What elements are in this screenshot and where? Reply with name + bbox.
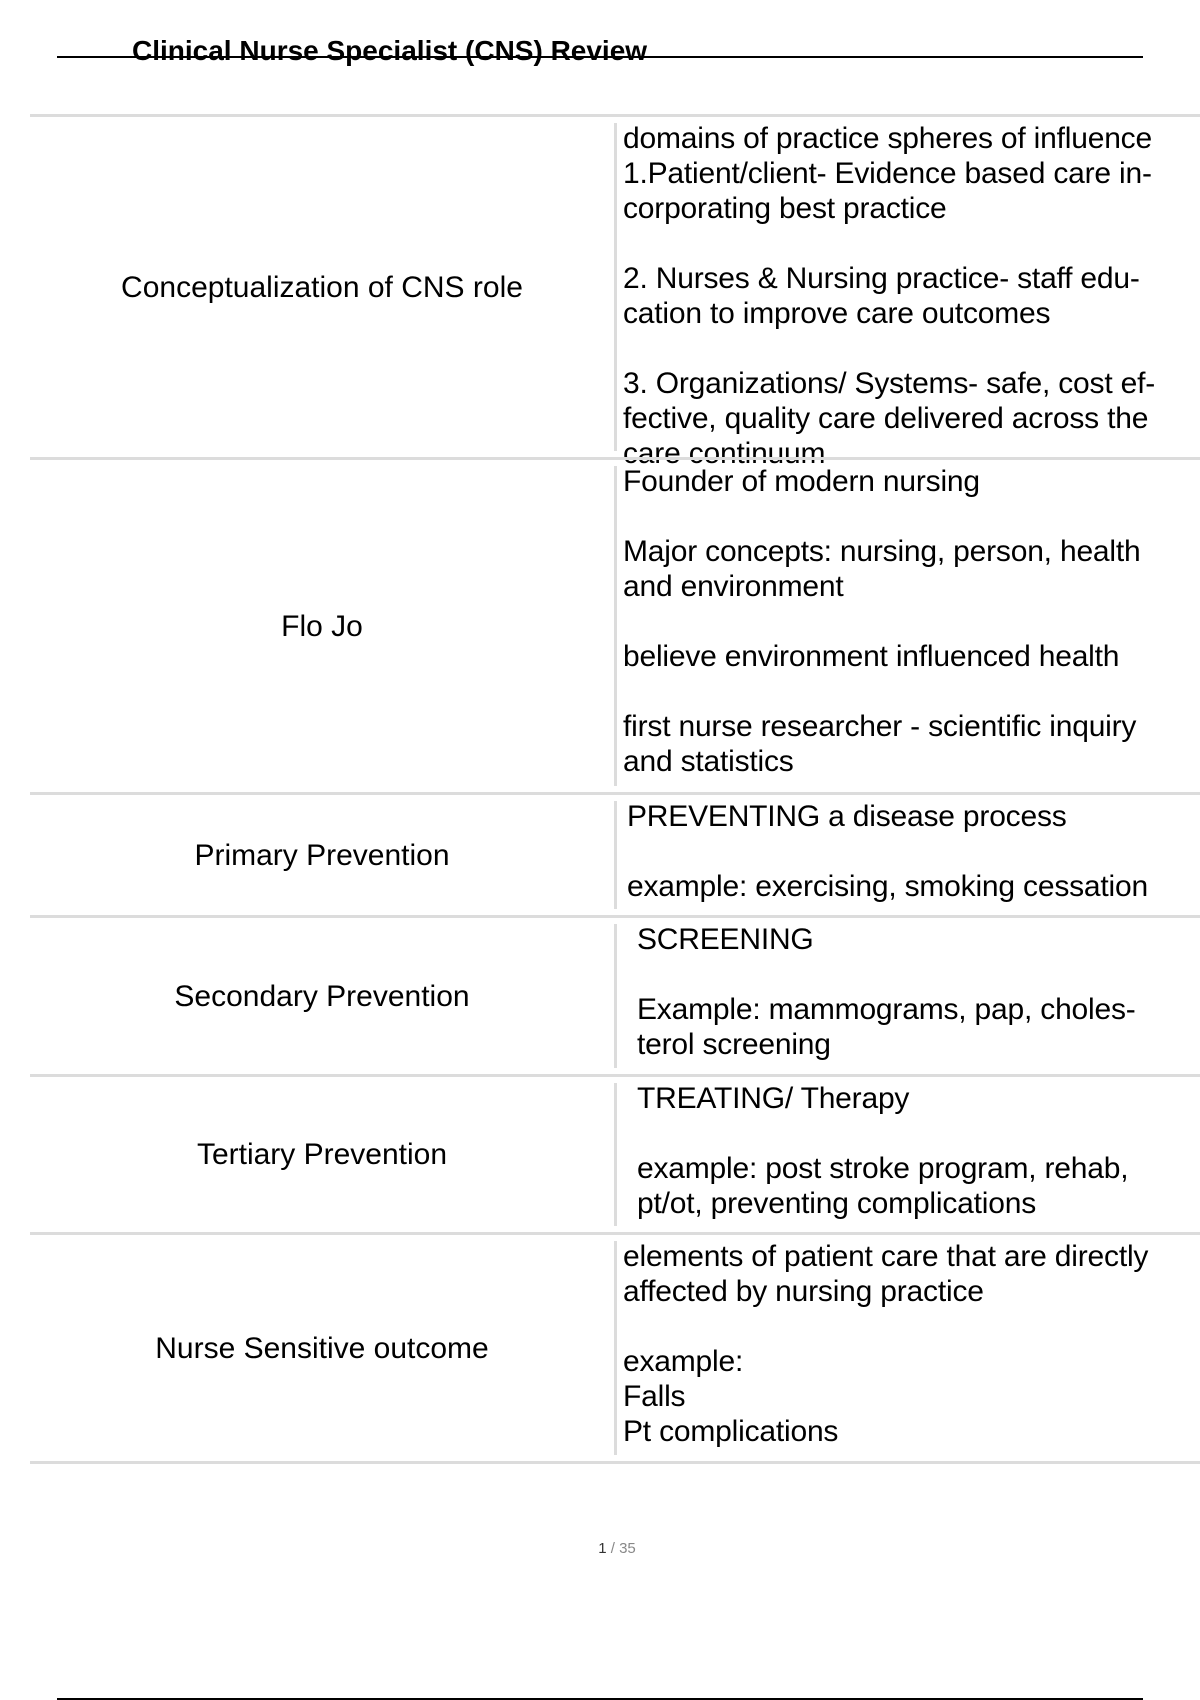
definition-line: first nurse researcher - scientific inquiry [623,710,1137,743]
flashcard-definition [617,1235,1200,1461]
definition-gap [623,1309,1200,1344]
definition-gap [637,957,1200,992]
definition-line: 3. Organizations/ Systems- safe, cost ef- [623,367,1156,400]
definition-line: pt/ot, preventing complications [637,1187,1037,1220]
flashcard-definition [617,918,1200,1074]
flashcard-term: Nurse Sensitive outcome [155,1331,489,1365]
definition-line: Founder of modern nursing [623,465,980,498]
flashcard-term: Secondary Prevention [174,979,470,1013]
page-separator: / [606,1540,620,1557]
flashcard-term: Flo Jo [281,609,363,643]
page-title: Clinical Nurse Specialist (CNS) Review [132,35,648,66]
definition-line: PREVENTING a disease process [627,800,1067,833]
page-indicator [0,1540,1200,1557]
flashcard-row [30,1232,1200,1464]
definition-line: Falls [623,1380,686,1413]
flashcard-row [30,915,1200,1074]
definition-gap [627,834,1200,869]
definition-line: TREATING/ Therapy [637,1082,910,1115]
definition-gap [623,604,1200,639]
flashcard-term: Conceptualization of CNS role [121,270,523,304]
definition-line: believe environment influenced health [623,640,1120,673]
flashcard-row [30,792,1200,915]
total-pages: 35 [619,1540,636,1557]
flashcard-term: Tertiary Prevention [196,1138,448,1171]
flashcard-row [30,114,1200,470]
flashcard-definition [617,117,1200,470]
definition-line: affected by nursing practice [623,1275,984,1308]
definition-line: Major concepts: nursing, person, health [623,535,1141,568]
flashcard-definition [617,795,1200,915]
flashcard-row [30,457,1200,792]
definition-gap [637,1116,1200,1151]
definition-gap [623,499,1200,534]
definition-line: Pt complications [623,1415,839,1448]
definition-line: SCREENING [637,923,814,956]
definition-line: Example: mammograms, pap, choles- [637,993,1136,1026]
definition-line: example: exercising, smoking cessation [627,870,1148,903]
definition-gap [623,226,1200,261]
flashcard-term: Primary Prevention [194,838,450,872]
definition-line: and statistics [623,745,794,778]
definition-line: 1.Patient/client- Evidence based care in- [623,157,1152,190]
definition-line: elements of patient care that are directly [623,1240,1149,1273]
definition-line: corporating best practice [623,192,947,225]
flashcard-row [30,1074,1200,1232]
definition-gap [623,331,1200,366]
definition-line: example: [623,1345,744,1378]
definition-gap [623,674,1200,709]
current-page: 1 [598,1540,607,1557]
definition-line: and environment [623,570,844,603]
flashcard-definition [617,1077,1200,1232]
definition-line: cation to improve care outcomes [623,297,1051,330]
definition-line: example: post stroke program, rehab, [637,1152,1129,1185]
flashcard-definition [617,460,1200,792]
definition-line: terol screening [637,1028,831,1061]
definition-line: care continuum [623,437,826,470]
definition-line: domains of practice spheres of influence [623,122,1152,155]
flashcard-table [30,114,1200,1464]
definition-line: fective, quality care delivered across the [623,402,1149,435]
definition-line: 2. Nurses & Nursing practice- staff edu- [623,262,1140,295]
